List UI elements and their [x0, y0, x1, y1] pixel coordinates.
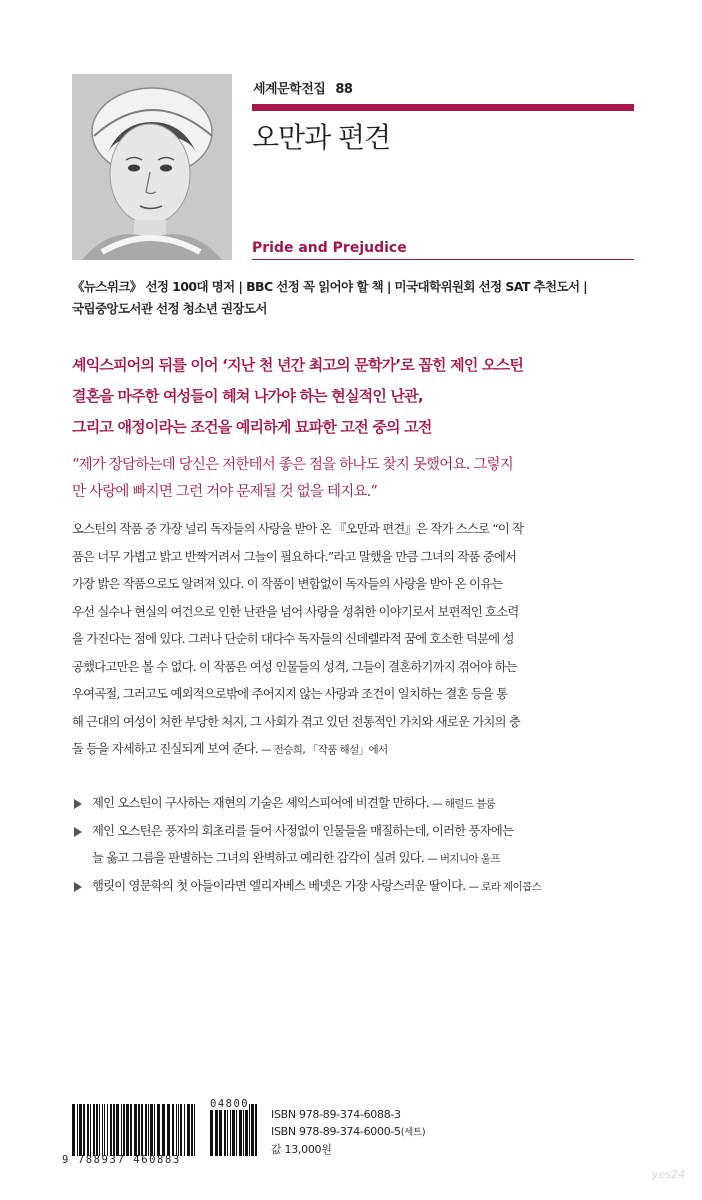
headline-line: 그리고 애정이라는 조건을 예리하게 묘파한 고전 중의 고전: [72, 418, 432, 436]
review-text: 제인 오스틴은 풍자의 회초리를 들어 사정없이 인물들을 매질하는데, 이러한 풍자에는: [92, 824, 514, 838]
headline-line: 결혼을 마주한 여성들이 헤쳐 나가야 하는 현실적인 난관,: [72, 387, 423, 405]
series-name: 세계문학전집: [253, 82, 326, 97]
barcode-bar: [184, 1104, 185, 1156]
barcode-bar: [232, 1104, 235, 1156]
barcode-bar: [227, 1104, 228, 1156]
body-line: 공했다고만은 볼 수 없다. 이 작품은 여성 인물들의 성격, 그들이 결혼하기까지 겪어야 하는: [72, 659, 517, 674]
isbn-set-note: (세트): [400, 1127, 426, 1138]
bullet-triangle-icon: [74, 882, 82, 892]
barcode-bar: [126, 1104, 129, 1156]
barcode-bar: [176, 1104, 177, 1156]
bullet-triangle-icon: [74, 827, 82, 837]
barcode-bar: [180, 1104, 182, 1156]
barcode-bar: [104, 1104, 105, 1156]
barcode-bar: [224, 1104, 226, 1156]
review-source: — 로라 제이콥스: [468, 881, 542, 893]
isbn-block: [271, 1106, 425, 1158]
body-line: 오스틴의 작품 중 가장 널리 독자들의 사랑을 받아 온 『오만과 편견』은 작가 스스로 “이 작: [72, 522, 524, 536]
author-portrait: [72, 74, 232, 260]
barcode-bar: [90, 1104, 91, 1156]
barcode-bar: [93, 1104, 95, 1156]
description-body: [72, 516, 640, 765]
barcode-bar: [79, 1104, 82, 1156]
awards-line: 《뉴스위크》 선정 100대 명저 | BBC 선정 꼭 읽어야 할 책 | 미국대학위원회 선정 SAT 추천도서 |: [72, 279, 588, 294]
quote-line: 만 사랑에 빠지면 그런 거야 문제될 것 없을 테지요.”: [72, 484, 378, 500]
accent-bar: [252, 104, 634, 111]
barcode-bar: [162, 1104, 165, 1156]
headline: [72, 350, 642, 443]
barcode: [62, 1098, 262, 1168]
barcode-bar: [138, 1104, 140, 1156]
barcode-bar: [157, 1104, 160, 1156]
body-line: 을 가진다는 점에 있다. 그러나 단순히 대다수 독자들의 신데렐라적 꿈에 호소한 덕분에 성: [72, 632, 514, 646]
barcode-bar: [141, 1104, 143, 1156]
barcode-bar: [145, 1104, 147, 1156]
review-text: 늘 옳고 그름을 판별하는 그녀의 완벽하고 예리한 감각이 실려 있다.: [92, 851, 425, 865]
series-number: 88: [335, 82, 353, 97]
barcode-bar: [154, 1104, 155, 1156]
review-item: [72, 790, 642, 818]
barcode-bar: [210, 1104, 213, 1156]
barcode-bar: [251, 1104, 254, 1156]
barcode-bar: [194, 1104, 195, 1156]
barcode-bar: [96, 1104, 98, 1156]
review-item-continued: [72, 845, 642, 873]
body-line-last: [72, 736, 640, 765]
barcode-bar: [116, 1104, 119, 1156]
review-item: [72, 873, 642, 901]
barcode-bar: [148, 1104, 149, 1156]
awards-line: 국립중앙도서관 선정 청소년 권장도서: [72, 301, 267, 316]
barcode-bar: [245, 1104, 248, 1156]
barcode-bar: [113, 1104, 115, 1156]
barcode-bar: [130, 1104, 132, 1156]
portrait-illustration: [72, 74, 232, 260]
body-source: — 전승희, 「작품 해설」에서: [261, 744, 388, 756]
barcode-addon-bars: [210, 1104, 260, 1156]
isbn-set-number: ISBN 978-89-374-6000-5: [271, 1125, 401, 1138]
watermark: yes24: [652, 1168, 686, 1181]
book-quote: [72, 452, 640, 506]
barcode-bar: [121, 1104, 122, 1156]
quote-line: “제가 장담하는데 당신은 저한테서 좋은 점을 하나도 찾지 못했어요. 그렇지: [72, 457, 513, 473]
barcode-bar: [110, 1104, 112, 1156]
review-text: 제인 오스틴이 구사하는 재현의 기술은 셰익스피어에 비견할 만하다.: [92, 796, 429, 810]
barcode-bar: [178, 1104, 179, 1156]
review-source: — 해럴드 블룸: [432, 798, 496, 810]
isbn-line-set: [271, 1123, 425, 1141]
price: 값 13,000원: [271, 1143, 332, 1156]
barcode-bar: [107, 1104, 108, 1156]
bullet-triangle-icon: [74, 799, 82, 809]
barcode-bar: [123, 1104, 125, 1156]
barcode-bar: [99, 1104, 100, 1156]
reviews-list: [72, 790, 642, 901]
barcode-bar: [102, 1104, 103, 1156]
body-line: 해 근대의 여성이 처한 부당한 처지, 그 사회가 겪고 있던 전통적인 가치와 새로운 가치의 충: [72, 714, 521, 729]
barcode-bar: [249, 1104, 250, 1156]
body-last-text: 돌 등을 자세하고 진실되게 보여 준다.: [72, 742, 258, 756]
barcode-bar: [87, 1104, 89, 1156]
barcode-bar: [230, 1104, 231, 1156]
barcode-bars: [72, 1104, 196, 1156]
awards-list: [72, 276, 637, 320]
barcode-bar: [191, 1104, 193, 1156]
barcode-bar: [219, 1104, 222, 1156]
barcode-addon-number: 04800: [210, 1098, 250, 1110]
series-label: [253, 78, 352, 97]
barcode-bar: [243, 1104, 244, 1156]
barcode-bar: [134, 1104, 137, 1156]
barcode-bar: [187, 1104, 190, 1156]
body-line: 우선 실수나 현실의 여건으로 인한 난관을 넘어 사랑을 성취한 이야기로서 보편적인 호소력: [72, 604, 519, 619]
barcode-bar: [236, 1104, 237, 1156]
barcode-number: 9 788937 460883: [62, 1154, 181, 1166]
barcode-bar: [150, 1104, 153, 1156]
review-source: — 버지니아 울프: [427, 853, 500, 865]
headline-line: 셰익스피어의 뒤를 이어 ‘지난 천 년간 최고의 문학가’로 꼽힌 제인 오스틴: [72, 356, 524, 374]
barcode-bar: [172, 1104, 174, 1156]
barcode-bar: [77, 1104, 78, 1156]
isbn-line: ISBN 978-89-374-6088-3: [271, 1108, 401, 1121]
barcode-bar: [215, 1104, 218, 1156]
book-title-english: Pride and Prejudice: [252, 240, 407, 256]
title-divider: [252, 259, 634, 260]
review-text: 햄릿이 영문학의 첫 아들이라면 엘리자베스 베넷은 가장 사랑스러운 딸이다.: [92, 879, 466, 893]
body-line: 품은 너무 가볍고 밝고 반짝거려서 그늘이 필요하다.”라고 말했을 만큼 그녀의 작품 중에서: [72, 549, 517, 564]
barcode-bar: [167, 1104, 170, 1156]
barcode-bar: [83, 1104, 85, 1156]
body-line: 우여곡절, 그러고도 예외적으로밖에 주어지지 않는 사랑과 조건이 일치하는 결혼 등을 통: [72, 687, 508, 701]
barcode-bar: [255, 1104, 257, 1156]
barcode-bar: [239, 1104, 242, 1156]
body-line: 가장 밝은 작품으로도 알려져 있다. 이 작품이 변함없이 독자들의 사랑을 받아 온 이유는: [72, 577, 503, 591]
barcode-bar: [72, 1104, 75, 1156]
review-item: [72, 818, 642, 845]
book-title: 오만과 편견: [252, 121, 391, 154]
